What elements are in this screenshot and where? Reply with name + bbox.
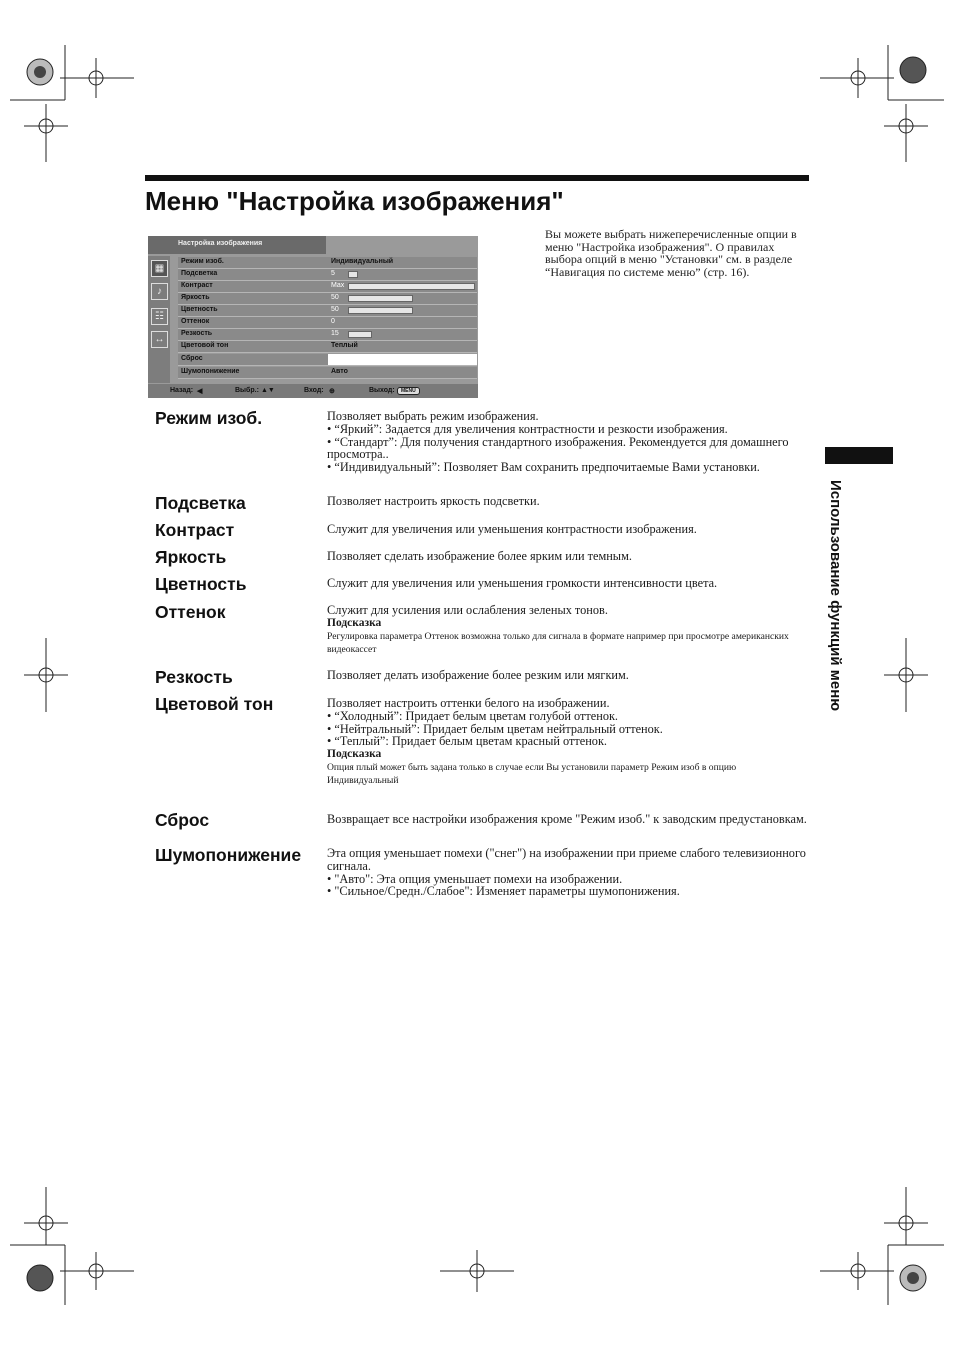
desc-contrast: Служит для увеличения или уменьшения контрастности изображения. — [327, 522, 697, 536]
enter-key-icon: ⊕ — [329, 388, 335, 395]
osd-icon-column — [148, 256, 170, 383]
osd-level-bar — [348, 307, 413, 314]
desc-tone: Позволяет настроить оттенки белого на изображении. • “Холодный”: Придает белым цветам голубой оттенок. • “Нейтральный”: Придает белым цветам нейтральный оттенок. • “Теплый”: Придает белым цветам красный оттенок. Подсказка Опция плый может быть задана только в случае если Вы установили параметр Режим изоб в опцию Индивидуальный — [327, 697, 809, 787]
osd-row-mode: Режим изоб. Индивидуальный — [178, 257, 477, 269]
title-rule — [145, 175, 809, 181]
osd-footer: Назад: ◀ Выбр.: ▲▼ Вход: ⊕ Выход: MENU — [148, 384, 478, 398]
osd-header-title: Настройка изображения — [178, 240, 263, 247]
osd-menu-screenshot — [148, 236, 478, 398]
osd-row-backlight: Подсветка 5 — [178, 269, 477, 281]
term-tone: Цветовой тон — [155, 694, 274, 714]
intro-text: Вы можете выбрать нижеперечисленные опции в меню "Настройка изображения". О правилах выбора опций в меню "Установки" см. в разделе “Навигация по системе меню” (стр. 16). — [545, 227, 797, 279]
settings-icon: ☷ — [151, 308, 168, 325]
osd-row-sharpness: Резкость 15 — [178, 329, 477, 341]
term-hue: Оттенок — [155, 602, 226, 622]
osd-row-hue: Оттенок 0 — [178, 317, 477, 329]
left-arrow-icon: ◀ — [197, 388, 203, 395]
osd-level-bar — [348, 295, 413, 302]
desc-reset: Возвращает все настройки изображения кроме "Режим изоб." к заводским предустановкам. — [327, 812, 807, 826]
term-sharpness: Резкость — [155, 667, 233, 687]
hint-text: Опция плый может быть задана только в случае если Вы установили параметр Режим изоб в опцию Индивидуальный — [327, 761, 737, 786]
osd-row-tone: Цветовой тон Теплый — [178, 341, 477, 353]
chapter-tab — [825, 447, 893, 464]
term-noise: Шумопонижение — [155, 845, 302, 865]
screen-icon: ↔ — [151, 331, 168, 348]
hint-title: Подсказка — [327, 748, 382, 761]
osd-row-reset: Сброс — [178, 354, 477, 366]
osd-reset-field — [328, 354, 477, 365]
desc-brightness: Позволяет сделать изображение более ярким или темным. — [327, 549, 632, 563]
osd-row-noise: Шумопонижение Авто — [178, 367, 477, 379]
osd-level-bar — [348, 331, 372, 338]
term-mode: Режим изоб. — [155, 408, 263, 428]
desc-backlight: Позволяет настроить яркость подсветки. — [327, 494, 540, 508]
osd-level-bar — [348, 271, 358, 278]
osd-header — [148, 236, 326, 254]
desc-noise: Эта опция уменьшает помехи ("снег") на изображении при приеме слабого телевизионного сигнала. • "Авто": Эта опция уменьшает помехи на изображении. • "Сильное/Средн./Слабое": Изменяет параметры шумопонижения. — [327, 846, 806, 899]
hint-text: Регулировка параметра Оттенок возможна только для сигнала в формате например при просмотре американских видеокассет — [327, 630, 789, 655]
osd-level-bar — [348, 283, 475, 290]
hint-title: Подсказка — [327, 616, 382, 629]
desc-mode: Позволяет выбрать режим изображения. • “Яркий”: Задается для увеличения контрастности и резкости изображения. • “Стандарт”: Для получения стандартного изображения. Рекомендуется для домашнего просмотра.. • “Индивидуальный”: Позволяет Вам сохранить предпочитаемые Вами установки. — [327, 409, 789, 475]
desc-hue: Служит для усиления или ослабления зеленых тонов. Подсказка Регулировка параметра Оттенок возможна только для сигнала в формате например при просмотре американских видеокассет — [327, 604, 809, 656]
term-backlight: Подсветка — [155, 493, 246, 513]
chapter-label: Использование функций меню — [827, 480, 844, 712]
desc-color: Служит для увеличения или уменьшения громкости интенсивности цвета. — [327, 576, 718, 590]
osd-row-contrast: Контраст Max — [178, 281, 477, 293]
osd-row-brightness: Яркость 50 — [178, 293, 477, 305]
term-reset: Сброс — [155, 810, 210, 830]
sound-icon: ♪ — [151, 283, 168, 300]
up-down-arrows-icon: ▲▼ — [261, 387, 275, 394]
desc-sharpness: Позволяет делать изображение более резким или мягким. — [327, 668, 629, 682]
term-brightness: Яркость — [155, 547, 227, 567]
picture-icon: ▦ — [151, 260, 168, 277]
page-title: Меню "Настройка изображения" — [145, 186, 564, 216]
osd-row-color: Цветность 50 — [178, 305, 477, 317]
term-color: Цветность — [155, 574, 247, 594]
term-contrast: Контраст — [155, 520, 235, 540]
